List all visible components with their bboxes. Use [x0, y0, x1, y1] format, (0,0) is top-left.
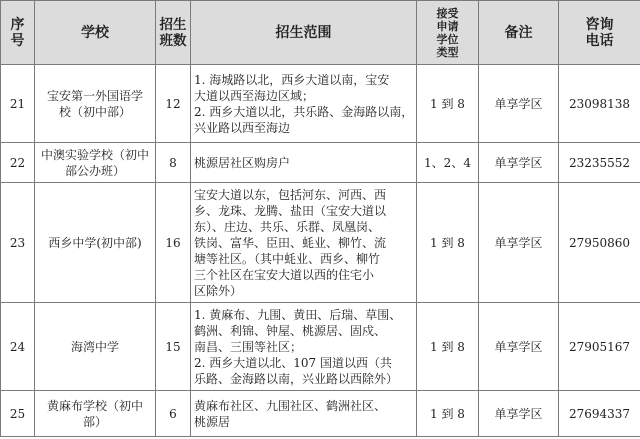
cell-range: 1. 黄麻布、九围、黄田、后瑞、草围、 鹤洲、利锦、钟屋、桃源居、固戍、 南昌、三围等社区； 2. 西乡大道以北、107 国道以西（共 乐路、金海路以南，兴业路以西除外）: [191, 303, 417, 391]
cell-note: 单享学区: [479, 143, 559, 183]
cell-range: 桃源居社区购房户: [191, 143, 417, 183]
cell-classes: 15: [156, 303, 191, 391]
cell-phone: 27950860: [559, 183, 640, 303]
cell-types: 1 到 8: [417, 65, 479, 143]
cell-types: 1 到 8: [417, 183, 479, 303]
header-seq: 序号: [1, 1, 35, 65]
table-row: [1, 391, 640, 437]
cell-school: 海湾中学: [35, 303, 156, 391]
header-row: [1, 1, 640, 65]
table-row: [1, 183, 640, 303]
cell-note: 单享学区: [479, 391, 559, 437]
header-classes: 招生 班数: [156, 1, 191, 65]
cell-seq: 23: [1, 183, 35, 303]
cell-school: 中澳实验学校（初中 部公办班）: [35, 143, 156, 183]
cell-types: 1、2、4: [417, 143, 479, 183]
cell-range: 黄麻布社区、九围社区、鹤洲社区、 桃源居: [191, 391, 417, 437]
cell-types: 1 到 8: [417, 391, 479, 437]
cell-seq: 25: [1, 391, 35, 437]
cell-classes: 8: [156, 143, 191, 183]
cell-range: 宝安大道以东，包括河东、河西、西 乡、龙珠、龙腾、盐田（宝安大道以 东）、庄边、共乐、乐群、凤凰岗、 铁岗、富华、臣田、蚝业、柳竹、流 塘等社区。（其中蚝业、西乡、柳竹 三个社区在宝安大道以西的住宅小 区除外）: [191, 183, 417, 303]
cell-seq: 22: [1, 143, 35, 183]
cell-classes: 16: [156, 183, 191, 303]
cell-school: 宝安第一外国语学 校（初中部）: [35, 65, 156, 143]
cell-types: 1 到 8: [417, 303, 479, 391]
header-note: 备注: [479, 1, 559, 65]
cell-note: 单享学区: [479, 183, 559, 303]
header-types: 接受 申请 学位 类型: [417, 1, 479, 65]
cell-note: 单享学区: [479, 303, 559, 391]
cell-school: 西乡中学(初中部): [35, 183, 156, 303]
cell-classes: 12: [156, 65, 191, 143]
cell-range: 1. 海城路以北，西乡大道以南，宝安 大道以西至海边区域； 2. 西乡大道以北，共乐路、金海路以南， 兴业路以西至海边: [191, 65, 417, 143]
cell-classes: 6: [156, 391, 191, 437]
table-row: [1, 143, 640, 183]
header-phone: 咨询 电话: [559, 1, 640, 65]
header-range: 招生范围: [191, 1, 417, 65]
cell-phone: 23098138: [559, 65, 640, 143]
table-row: [1, 65, 640, 143]
table-row: [1, 303, 640, 391]
header-school: 学校: [35, 1, 156, 65]
cell-seq: 24: [1, 303, 35, 391]
cell-seq: 21: [1, 65, 35, 143]
cell-phone: 23235552: [559, 143, 640, 183]
cell-school: 黄麻布学校（初中部）: [35, 391, 156, 437]
cell-phone: 27694337: [559, 391, 640, 437]
cell-note: 单享学区: [479, 65, 559, 143]
cell-phone: 27905167: [559, 303, 640, 391]
